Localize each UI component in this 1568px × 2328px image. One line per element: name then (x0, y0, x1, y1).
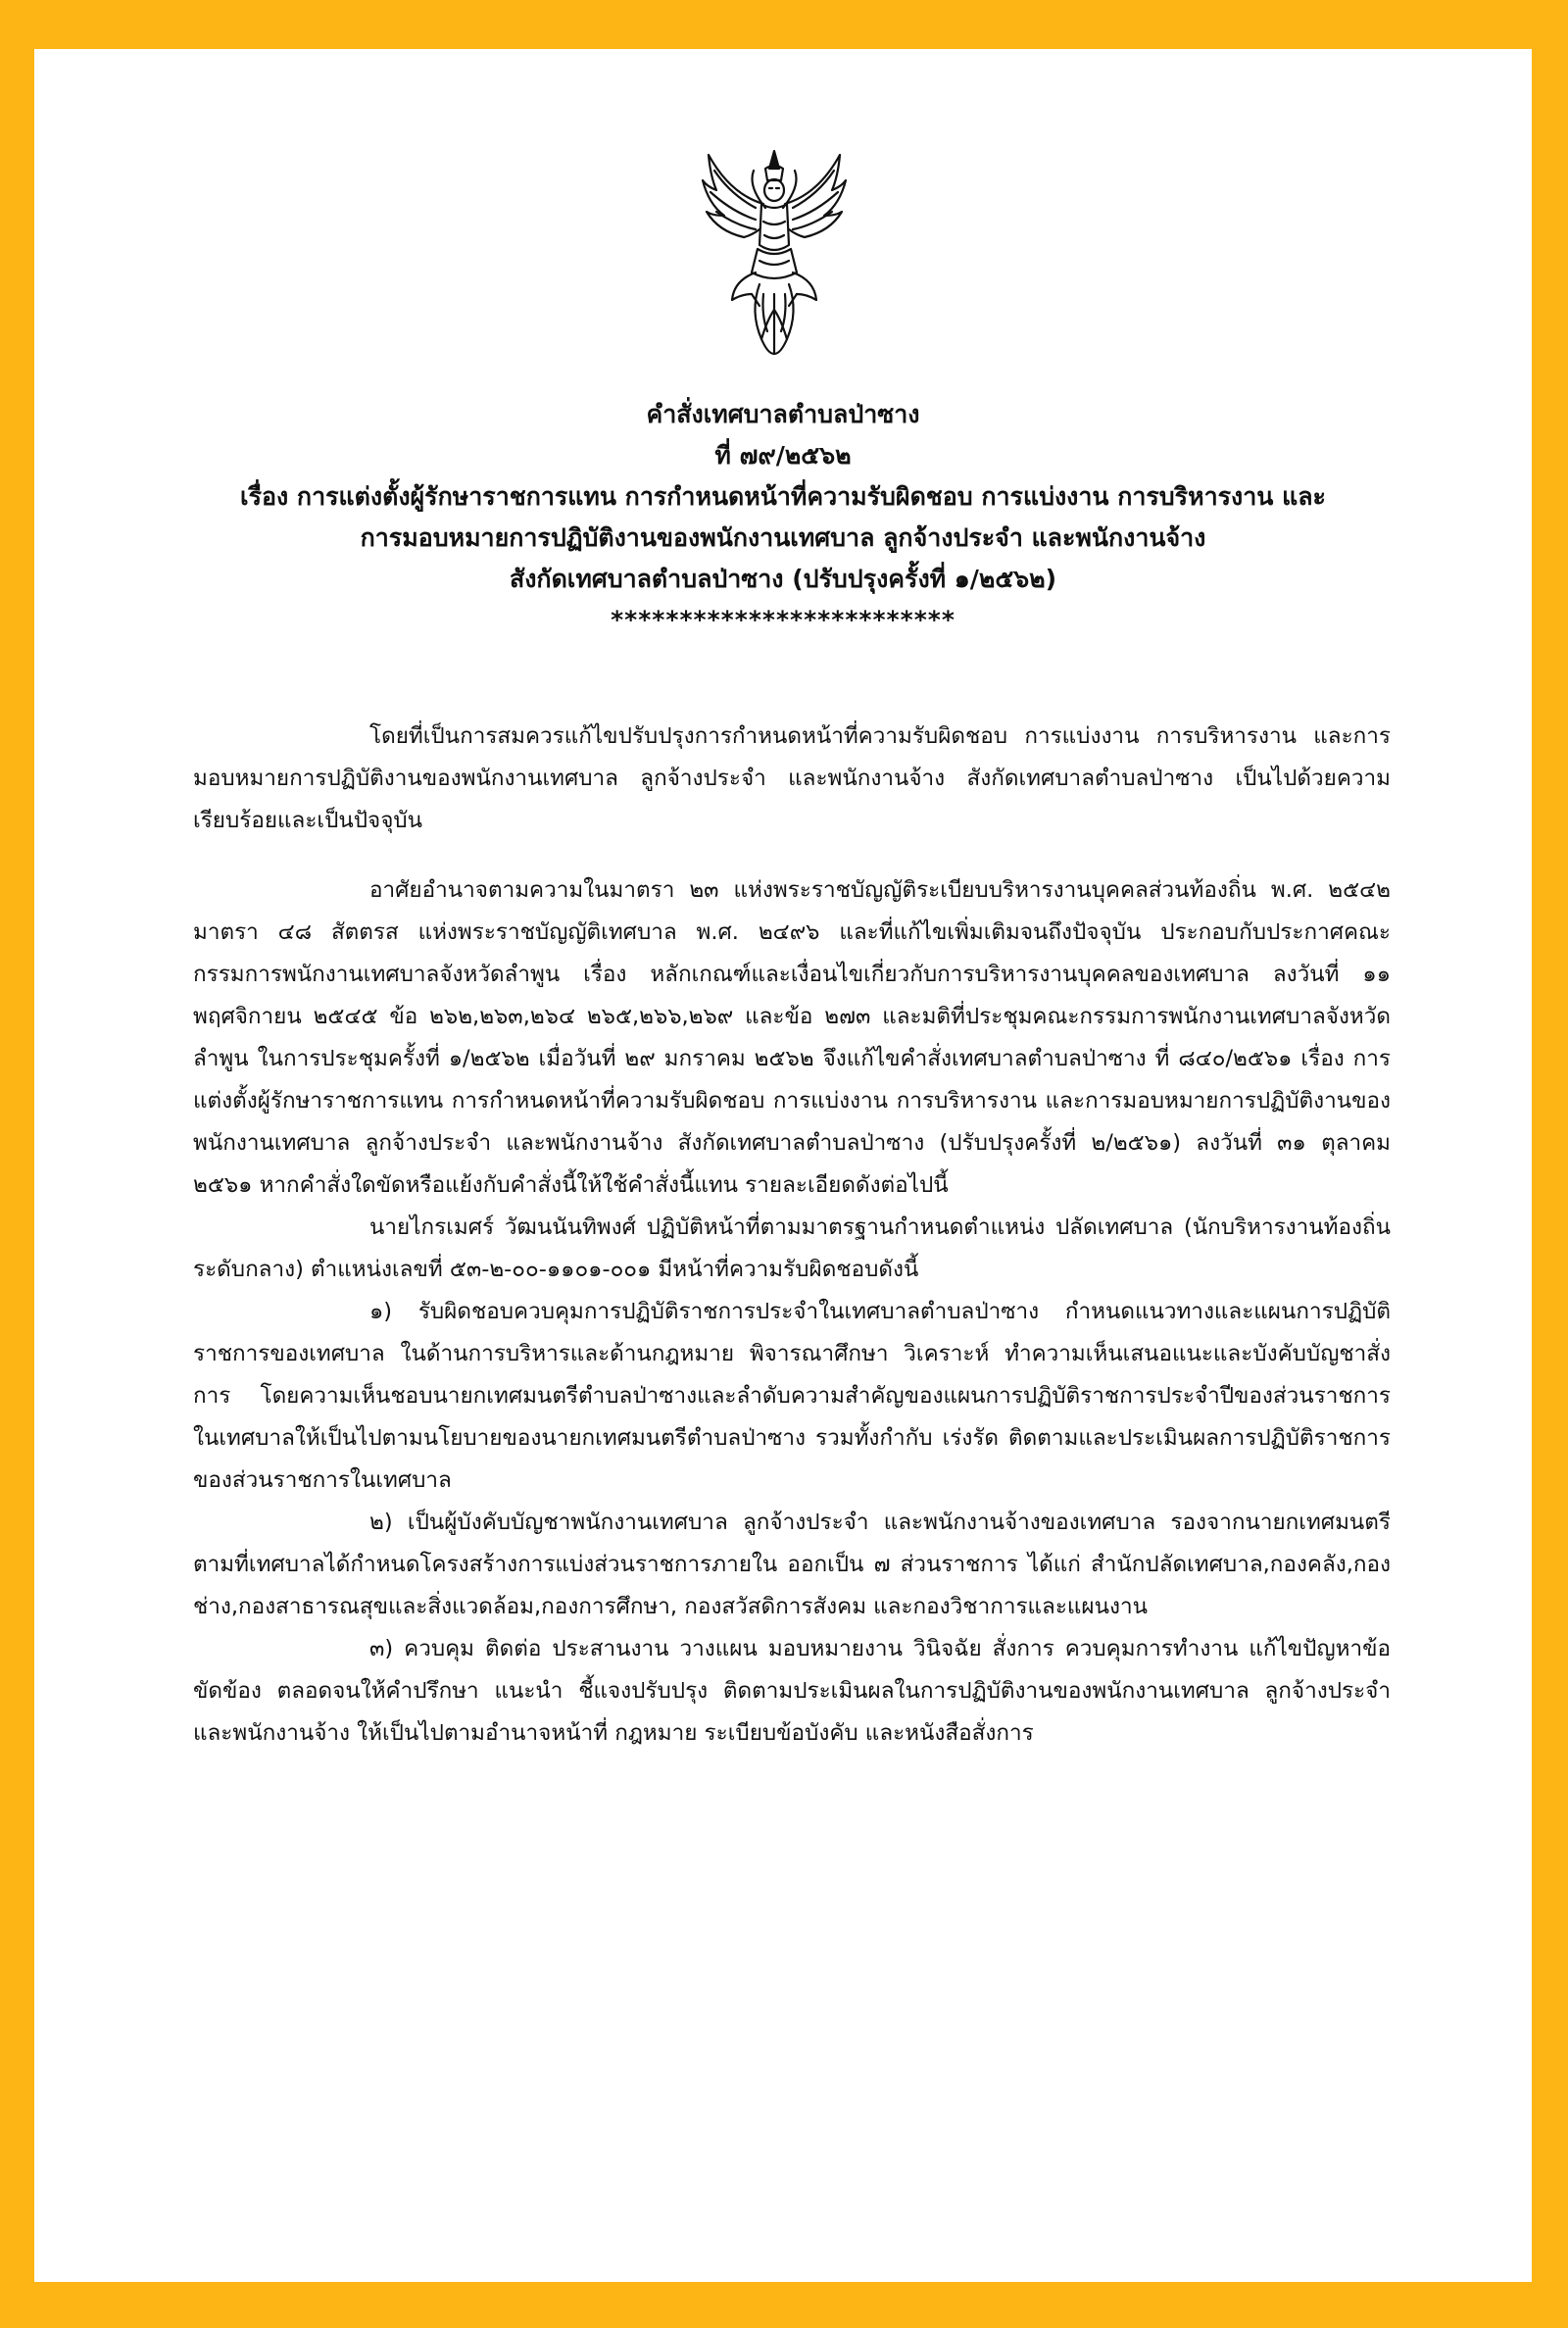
garuda-emblem (701, 147, 848, 372)
separator-stars: ************************* (611, 606, 956, 634)
order-body (193, 716, 1391, 1755)
order-subject-line-2: การมอบหมายการปฏิบัติงานของพนักงานเทศบาล ลูกจ้างประจำ และพนักงานจ้าง (360, 523, 1206, 552)
paragraph-preamble: โดยที่เป็นการสมควรแก้ไขปรับปรุงการกำหนดหน้าที่ความรับผิดชอบ การแบ่งงาน การบริหารงาน และการมอบหมายการปฏิบัติงานของพนักงานเทศบาล ลูกจ้างประจำ และพนักงานจ้าง สังกัดเทศบาลตำบลป่าซาง เป็นไปด้วยความเรียบร้อยและเป็นปัจจุบัน (193, 723, 1391, 833)
order-title: คำสั่งเทศบาลตำบลป่าซาง (646, 400, 920, 428)
order-subject-line-3: สังกัดเทศบาลตำบลป่าซาง (ปรับปรุงครั้งที่ ๑/๒๕๖๒) (509, 565, 1057, 593)
order-header (34, 394, 1532, 641)
paragraph-legal-basis: อาศัยอำนาจตามความในมาตรา ๒๓ แห่งพระราชบัญญัติระเบียบบริหารงานบุคคลส่วนท้องถิ่น พ.ศ. ๒๕๔๒ มาตรา ๔๘ สัตตรส แห่งพระราชบัญญัติเทศบาล พ.ศ. ๒๔๙๖ และที่แก้ไขเพิ่มเติมจนถึงปัจจุบัน ประกอบกับประกาศคณะกรรมการพนักงานเทศบาลจังหวัดลำพูน เรื่อง หลักเกณฑ์และเงื่อนไขเกี่ยวกับการบริหารงานบุคคลของเทศบาล ลงวันที่ ๑๑ พฤศจิกายน ๒๕๔๕ ข้อ ๒๖๒,๒๖๓,๒๖๔ ๒๖๕,๒๖๖,๒๖๙ และข้อ ๒๗๓ และมติที่ประชุมคณะกรรมการพนักงานเทศบาลจังหวัดลำพูน ในการประชุมครั้งที่ ๑/๒๕๖๒ เมื่อวันที่ ๒๙ มกราคม ๒๕๖๒ จึงแก้ไขคำสั่งเทศบาลตำบลป่าซาง ที่ ๘๔๐/๒๕๖๑ เรื่อง การแต่งตั้งผู้รักษาราชการแทน การกำหนดหน้าที่ความรับผิดชอบ การแบ่งงาน การบริหารงาน และการมอบหมายการปฏิบัติงานของพนักงานเทศบาล ลูกจ้างประจำ และพนักงานจ้าง สังกัดเทศบาลตำบลป่าซาง (ปรับปรุงครั้งที่ ๒/๒๕๖๑) ลงวันที่ ๓๑ ตุลาคม ๒๕๖๑ หากคำสั่งใดขัดหรือแย้งกับคำสั่งนี้ให้ใช้คำสั่งนี้แทน รายละเอียดดังต่อไปนี้ (193, 877, 1391, 1198)
duty-item-1: ๑) รับผิดชอบควบคุมการปฏิบัติราชการประจำในเทศบาลตำบลป่าซาง กำหนดแนวทางและแผนการปฏิบัติราชการของเทศบาล ในด้านการบริหารและด้านกฎหมาย พิจารณาศึกษา วิเคราะห์ ทำความเห็นเสนอแนะและบังคับบัญชาสั่งการ โดยความเห็นชอบนายกเทศมนตรีตำบลป่าซางและลำดับความสำคัญของแผนการปฏิบัติราชการประจำปีของส่วนราชการในเทศบาลให้เป็นไปตามนโยบายของนายกเทศมนตรีตำบลป่าซาง รวมทั้งกำกับ เร่งรัด ติดตามและประเมินผลการปฏิบัติราชการของส่วนราชการในเทศบาล (193, 1299, 1391, 1493)
duty-item-3: ๓) ควบคุม ติดต่อ ประสานงาน วางแผน มอบหมายงาน วินิจฉัย สั่งการ ควบคุมการทำงาน แก้ไขปัญหาข้อขัดข้อง ตลอดจนให้คำปรึกษา แนะนำ ชี้แจงปรับปรุง ติดตามประเมินผลในการปฏิบัติงานของพนักงานเทศบาล ลูกจ้างประจำ และพนักงานจ้าง ให้เป็นไปตามอำนาจหน้าที่ กฎหมาย ระเบียบข้อบังคับ และหนังสือสั่งการ (193, 1636, 1391, 1746)
document-page (34, 49, 1532, 2282)
order-subject-line-1: เรื่อง การแต่งตั้งผู้รักษาราชการแทน การกำหนดหน้าที่ความรับผิดชอบ การแบ่งงาน การบริหารงาน และ (240, 482, 1326, 511)
duty-item-2: ๒) เป็นผู้บังคับบัญชาพนักงานเทศบาล ลูกจ้างประจำ และพนักงานจ้างของเทศบาล รองจากนายกเทศมนตรี ตามที่เทศบาลได้กำหนดโครงสร้างการแบ่งส่วนราชการภายใน ออกเป็น ๗ ส่วนราชการ ได้แก่ สำนักปลัดเทศบาล,กองคลัง,กองช่าง,กองสาธารณสุขและสิ่งแวดล้อม,กองการศึกษา, กองสวัสดิการสังคม และกองวิชาการและแผนงาน (193, 1510, 1391, 1619)
paragraph-appointee: นายไกรเมศร์ วัฒนนันทิพงศ์ ปฏิบัติหน้าที่ตามมาตรฐานกำหนดตำแหน่ง ปลัดเทศบาล (นักบริหารงานท้องถิ่น ระดับกลาง) ตำแหน่งเลขที่ ๕๓-๒-๐๐-๑๑๐๑-๐๐๑ มีหน้าที่ความรับผิดชอบดังนี้ (193, 1214, 1391, 1282)
order-number: ที่ ๗๙/๒๕๖๒ (714, 441, 852, 470)
